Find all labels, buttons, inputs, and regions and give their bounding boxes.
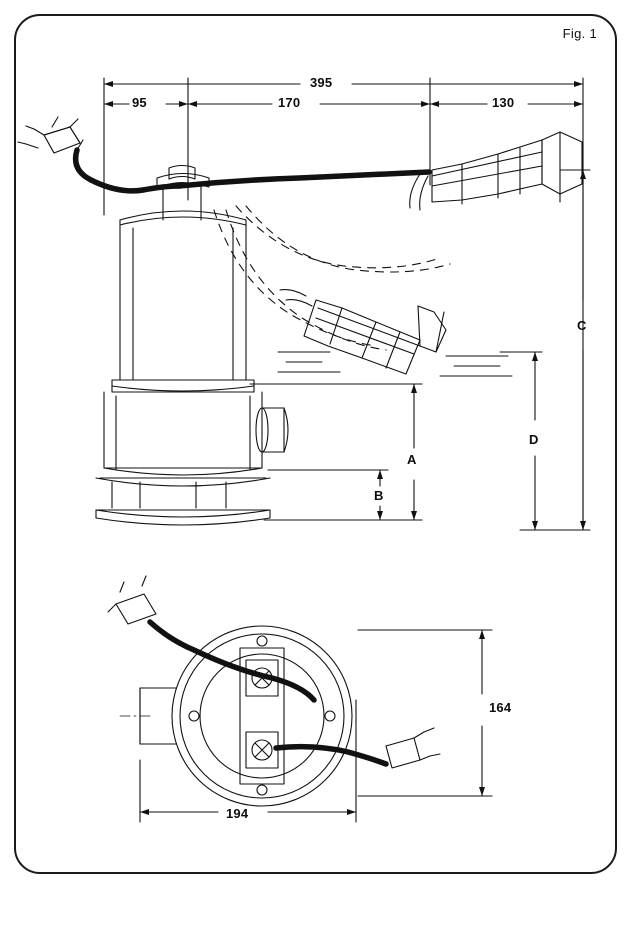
callout-b: B <box>374 488 384 503</box>
dimension-plan-height: 164 <box>489 700 512 715</box>
dimension-segment-middle: 170 <box>278 95 301 110</box>
figure-label: Fig. 1 <box>562 26 597 41</box>
dimension-segment-left: 95 <box>132 95 147 110</box>
figure-frame <box>14 14 617 874</box>
callout-a: A <box>407 452 417 467</box>
callout-c: C <box>577 318 587 333</box>
callout-d: D <box>529 432 539 447</box>
dimension-overall-length: 395 <box>310 75 333 90</box>
dimension-segment-right: 130 <box>492 95 515 110</box>
dimension-plan-width: 194 <box>226 806 249 821</box>
